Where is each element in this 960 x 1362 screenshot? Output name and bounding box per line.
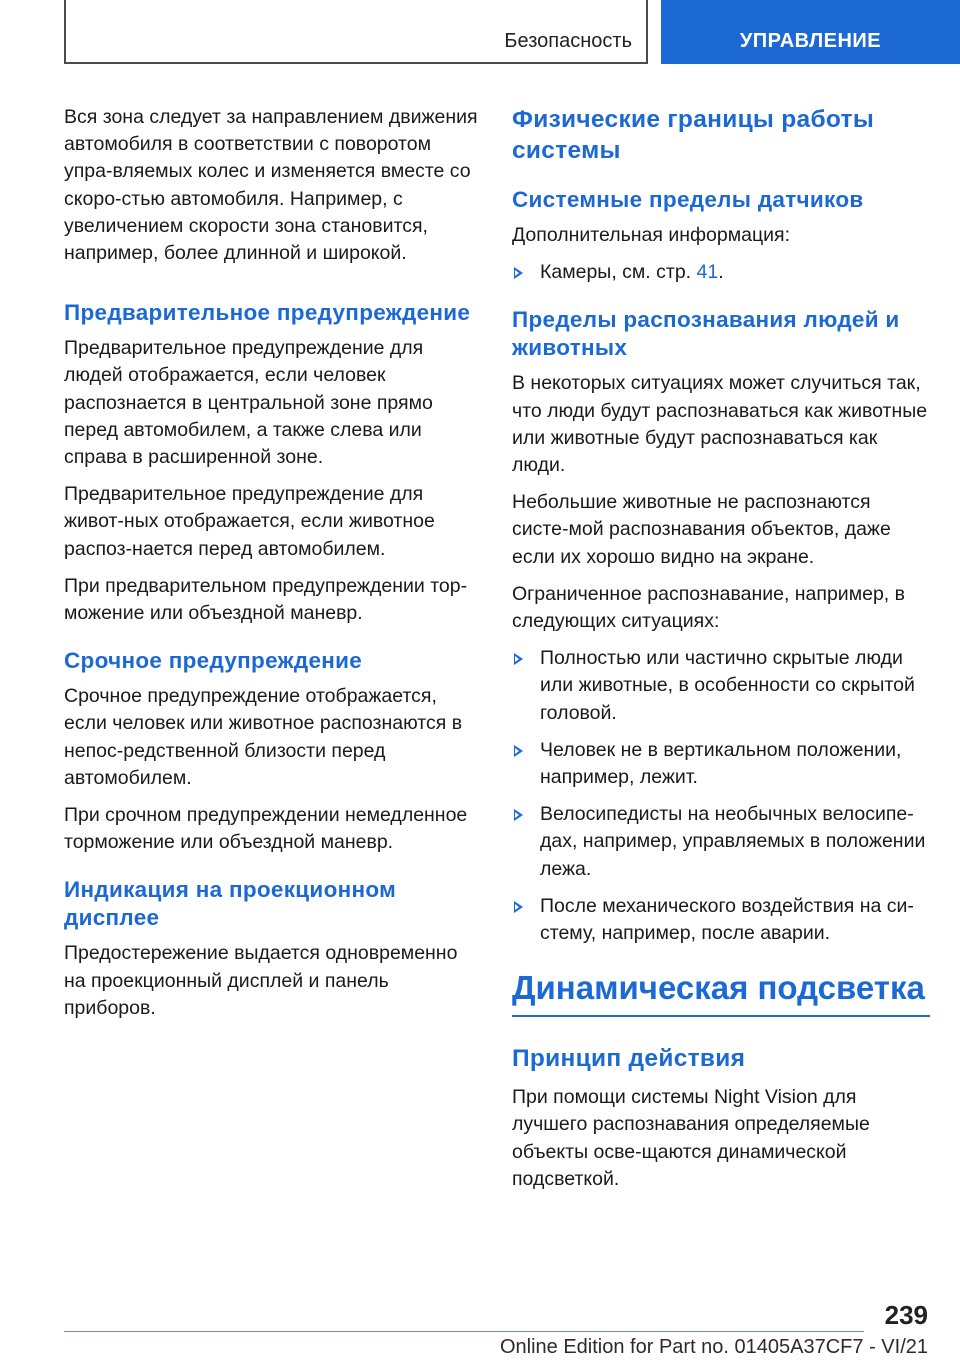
urgent-warning-paragraph-1: Срочное предупреждение отображается, если человек или животное распознаются в непос-редственной близости перед автомобилем.	[64, 685, 463, 789]
triangle-bullet-icon	[514, 745, 523, 757]
heading-system-limits: Физические границы работы системы	[512, 106, 875, 164]
heading-dynamic-lighting: Динамическая подсветка	[512, 967, 930, 1017]
heading-recognition-limits: Пределы распознавания людей и животных	[512, 307, 900, 361]
limitation-list	[512, 645, 930, 947]
triangle-bullet-icon	[514, 809, 523, 821]
hud-paragraph: Предостережение выдается одновременно на проекционный дисплей и панель приборов.	[64, 942, 458, 1019]
recognition-paragraph-3: Ограниченное распознавание, например, в следующих ситуациях:	[512, 582, 905, 633]
triangle-bullet-icon	[514, 901, 523, 913]
list-item: Полностью или частично скрытые люди или животные, в особенности со скрытой головой.	[512, 645, 930, 727]
footer-divider	[64, 1331, 864, 1332]
list-item: После механического воздействия на си-стему, например, после аварии.	[512, 893, 930, 947]
page-link[interactable]: 41	[696, 261, 719, 284]
list-item: Велосипедисты на необычных велосипе-дах, например, управляемых в положении лежа.	[512, 801, 930, 883]
list-item: Человек не в вертикальном положении, например, лежит.	[512, 737, 930, 791]
edition-footer: Online Edition for Part no. 01405A37CF7 - VI/21	[499, 1336, 928, 1358]
heading-sensor-limits: Системные пределы датчиков	[512, 187, 864, 212]
section-title: Безопасность	[504, 30, 632, 52]
pre-warning-paragraph-3: При предварительном предупреждении тор-можение или объездной маневр.	[64, 574, 468, 625]
list-item: Камеры, см. стр. 41.	[512, 259, 930, 286]
camera-list	[512, 259, 930, 286]
triangle-bullet-icon	[514, 267, 523, 279]
heading-urgent-warning: Срочное предупреждение	[64, 648, 363, 674]
heading-pre-warning: Предварительное предупреждение	[64, 300, 471, 326]
pre-warning-paragraph-1: Предварительное предупреждение для людей отображается, если человек распознается в центральной зоне прямо перед автомобилем, а также слева или справа в расширенной зоне.	[64, 337, 433, 469]
recognition-paragraph-1: В некоторых ситуациях может случиться так, что люди будут распознаваться как животные или животные будут распознаваться как люди.	[512, 372, 928, 477]
header-chapter-tab	[661, 0, 960, 64]
heading-hud: Индикация на проекционном дисплее	[64, 877, 397, 931]
urgent-warning-paragraph-2: При срочном предупреждении немедленное торможение или объездной маневр.	[64, 804, 468, 854]
heading-principle: Принцип действия	[512, 1045, 746, 1073]
info-paragraph: Дополнительная информация:	[512, 224, 791, 246]
recognition-paragraph-2: Небольшие животные не распознаются систе-мой распознавания объектов, даже если их хорошо видно на экране.	[512, 491, 891, 568]
page-number: 239	[884, 1300, 928, 1330]
left-column	[64, 104, 482, 1032]
triangle-bullet-icon	[514, 653, 523, 665]
pre-warning-paragraph-2: Предварительное предупреждение для живот-ных отображается, если животное распоз-нается перед автомобилем.	[64, 483, 435, 560]
chapter-title: УПРАВЛЕНИЕ	[739, 30, 882, 52]
principle-paragraph: При помощи системы Night Vision для лучшего распознавания определяемые объекты осве-щаются динамической подсветкой.	[512, 1086, 870, 1190]
right-column	[512, 104, 930, 1203]
intro-paragraph: Вся зона следует за направлением движения автомобиля в соответствии с поворотом упра-вляемых колес и изменяется вместе со скоро-стью автомобиля. Например, с увеличением скорости зона становится, например, более длинной и широкой.	[64, 106, 478, 265]
header-section-tab	[64, 0, 648, 64]
